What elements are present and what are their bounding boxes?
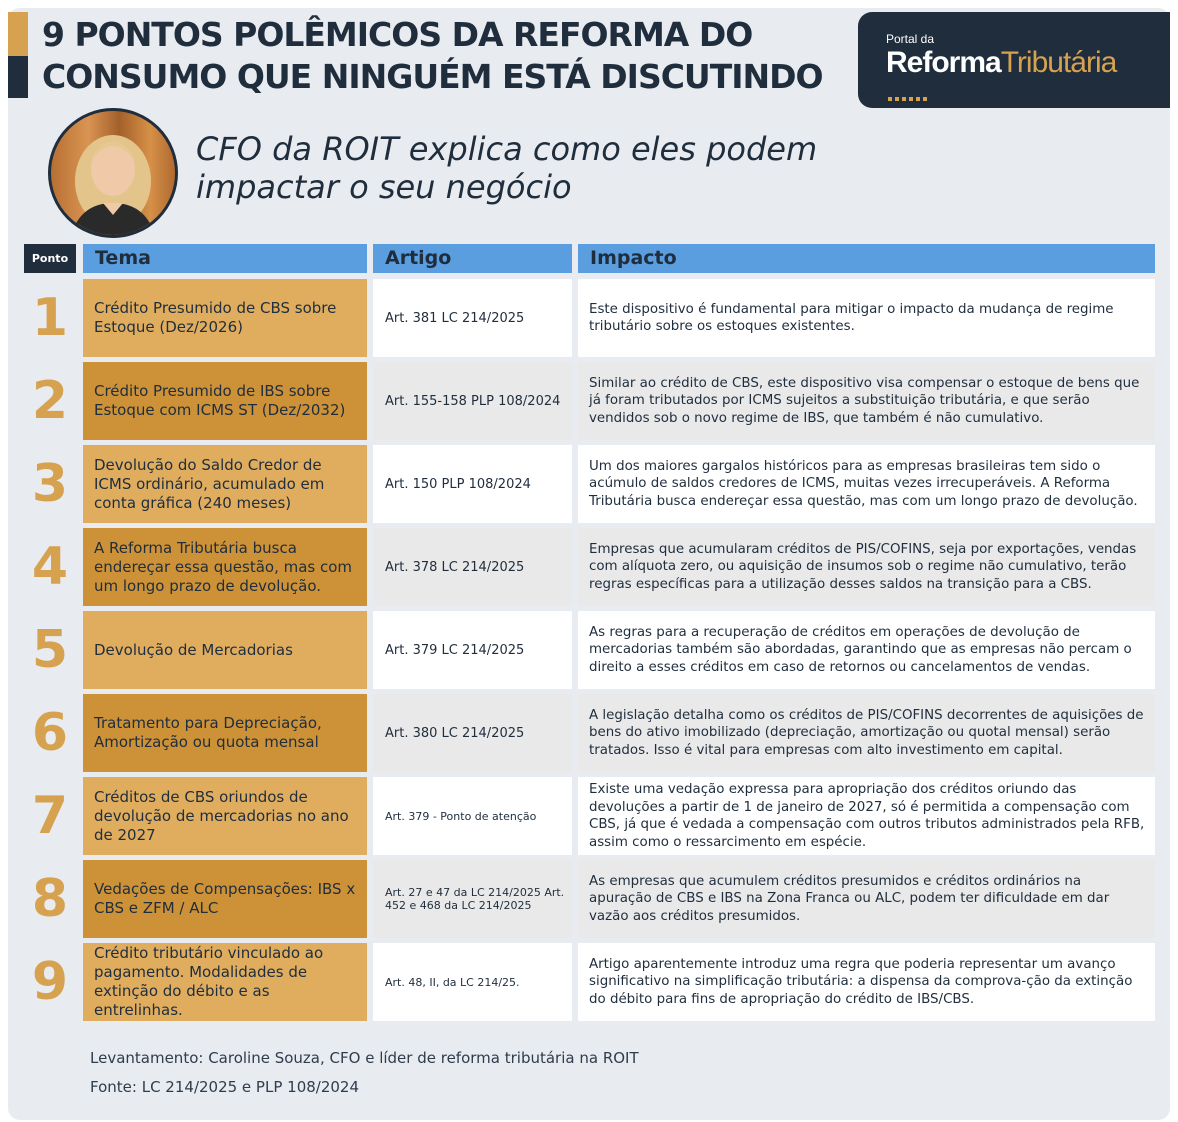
table-row (0, 860, 1178, 938)
row-tema: Créditos de CBS oriundos de devolução de mercadorias no ano de 2027 (83, 777, 367, 855)
row-tema: Crédito Presumido de IBS sobre Estoque com ICMS ST (Dez/2032) (83, 362, 367, 440)
footer-fonte: Fonte: LC 214/2025 e PLP 108/2024 (90, 1078, 360, 1096)
row-impacto: Artigo aparentemente introduz uma regra que poderia representar um avanço significativo na simplificação tributária: a dispensa da comprova-ção da extinção do débito para fins de apropriação do crédito de IBS/CBS. (578, 943, 1155, 1021)
row-tema: Devolução de Mercadorias (83, 611, 367, 689)
subtitle-line-1: CFO da ROIT explica como eles podem (196, 130, 818, 168)
title-accent-bars (8, 12, 28, 98)
row-number: 3 (31, 454, 69, 514)
row-artigo: Art. 27 e 47 da LC 214/2025 Art. 452 e 468 da LC 214/2025 (373, 860, 572, 938)
row-artigo: Art. 150 PLP 108/2024 (373, 445, 572, 523)
row-number: 7 (31, 786, 69, 846)
column-header-artigo: Artigo (373, 244, 572, 273)
column-header-tema: Tema (83, 244, 367, 273)
column-header-ponto: Ponto (24, 244, 76, 273)
logo-wordmark (886, 46, 1116, 80)
page-title (42, 14, 862, 98)
table-row (0, 528, 1178, 606)
row-number: 6 (31, 703, 69, 763)
row-artigo: Art. 378 LC 214/2025 (373, 528, 572, 606)
row-number: 8 (31, 869, 69, 929)
row-number: 5 (31, 620, 69, 680)
portal-logo (858, 12, 1170, 108)
row-impacto: As empresas que acumulem créditos presumidos e créditos ordinários na apuração de CBS e IBS na Zona Franca ou ALC, podem ter dificuldade em dar vazão aos créditos presumidos. (578, 860, 1155, 938)
table-row (0, 362, 1178, 440)
logo-small-text: Portal da (886, 32, 935, 46)
row-artigo: Art. 380 LC 214/2025 (373, 694, 572, 772)
accent-bar-navy (8, 56, 28, 98)
table-row (0, 777, 1178, 855)
table-row (0, 611, 1178, 689)
row-impacto: Empresas que acumularam créditos de PIS/COFINS, seja por exportações, vendas com alíquota zero, ou aquisição de insumos sob o regime não cumulativo, terão regras específicas para a utilização desses saldos na transição para a CBS. (578, 528, 1155, 606)
accent-bar-gold (8, 12, 28, 56)
row-number: 9 (31, 952, 69, 1012)
row-tema: Devolução do Saldo Credor de ICMS ordinário, acumulado em conta gráfica (240 meses) (83, 445, 367, 523)
logo-dots (888, 86, 930, 105)
row-artigo: Art. 48, II, da LC 214/25. (373, 943, 572, 1021)
row-number: 4 (31, 537, 69, 597)
row-number: 1 (31, 288, 69, 348)
footer-levantamento: Levantamento: Caroline Souza, CFO e líder de reforma tributária na ROIT (90, 1049, 639, 1067)
row-artigo: Art. 381 LC 214/2025 (373, 279, 572, 357)
logo-word-reforma: Reforma (886, 46, 1001, 79)
row-tema: Crédito Presumido de CBS sobre Estoque (Dez/2026) (83, 279, 367, 357)
row-impacto: Este dispositivo é fundamental para mitigar o impacto da mudança de regime tributário sobre os estoques existentes. (578, 279, 1155, 357)
title-line-1: 9 PONTOS POLÊMICOS DA REFORMA DO (42, 15, 753, 54)
logo-word-tributaria: Tributária (1000, 46, 1117, 79)
row-artigo: Art. 155-158 PLP 108/2024 (373, 362, 572, 440)
row-impacto: Similar ao crédito de CBS, este dispositivo visa compensar o estoque de bens que já foram tributados por ICMS sujeitos a substituição tributária, e que serão vendidos sob o novo regime de IBS, que também é não cumulativo. (578, 362, 1155, 440)
row-tema: Vedações de Compensações: IBS x CBS e ZFM / ALC (83, 860, 367, 938)
row-tema: A Reforma Tributária busca endereçar essa questão, mas com um longo prazo de devolução. (83, 528, 367, 606)
row-impacto: Um dos maiores gargalos históricos para as empresas brasileiras tem sido o acúmulo de saldos credores de ICMS, muitas vezes irrecuperáveis. A Reforma Tributária busca endereçar essa questão, mas com um longo prazo de devolução. (578, 445, 1155, 523)
person-portrait-icon (51, 111, 175, 235)
row-number: 2 (31, 371, 69, 431)
row-tema: Crédito tributário vinculado ao pagamento. Modalidades de extinção do débito e as entrelinhas. (83, 943, 367, 1021)
row-impacto: As regras para a recuperação de créditos em operações de devolução de mercadorias também são abordadas, garantindo que as empresas não percam o direito a esses créditos em caso de retornos ou cancelamentos de vendas. (578, 611, 1155, 689)
table-row (0, 694, 1178, 772)
row-impacto: A legislação detalha como os créditos de PIS/COFINS decorrentes de aquisições de bens do ativo imobilizado (depreciação, amortização ou quotal mensal) serão tratados. Isso é vital para empresas com alto investimento em capital. (578, 694, 1155, 772)
page-subtitle (196, 130, 896, 206)
row-impacto: Existe uma vedação expressa para apropriação dos créditos oriundo das devoluções a partir de 1 de janeiro de 2027, só é permitida a compensação com CBS, já que é vedada a compensação com outros tributos administrados pela RFB, assim como o ressarcimento em espécie. (578, 777, 1155, 855)
table-row (0, 279, 1178, 357)
row-tema: Tratamento para Depreciação, Amortização ou quota mensal (83, 694, 367, 772)
avatar (48, 108, 178, 238)
subtitle-line-2: impactar o seu negócio (196, 168, 572, 206)
table-row (0, 445, 1178, 523)
title-line-2: CONSUMO QUE NINGUÉM ESTÁ DISCUTINDO (42, 57, 823, 96)
row-artigo: Art. 379 - Ponto de atenção (373, 777, 572, 855)
table-row (0, 943, 1178, 1021)
column-header-impacto: Impacto (578, 244, 1155, 273)
row-artigo: Art. 379 LC 214/2025 (373, 611, 572, 689)
